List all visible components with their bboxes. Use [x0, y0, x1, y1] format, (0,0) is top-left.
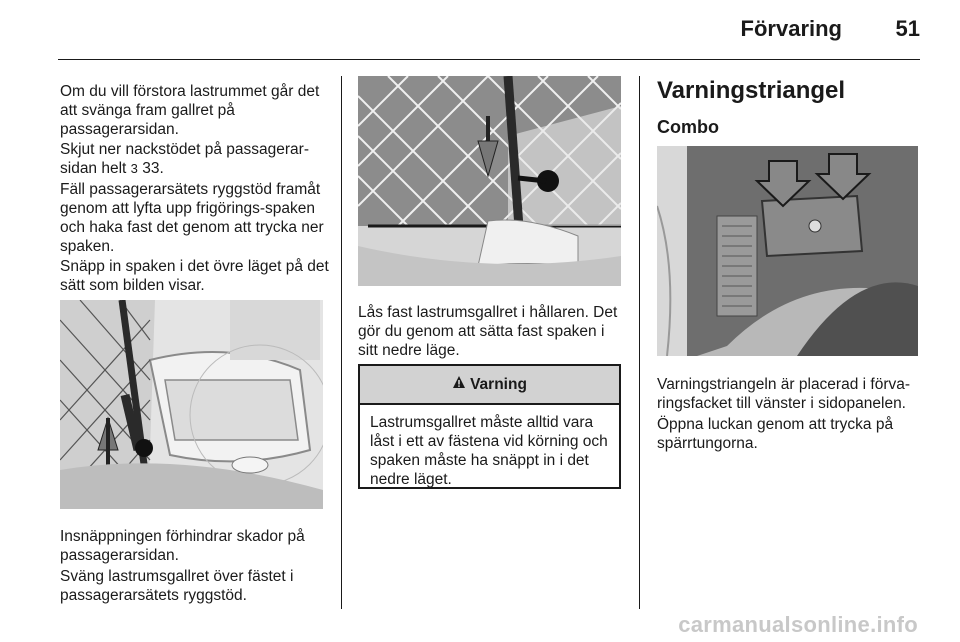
left-paragraph-3: Fäll passagerarsätets ryggstöd framåt genom att lyfta upp frigörings-spaken och haka fast det genom att trycka ner spaken. — [60, 181, 324, 255]
left-paragraph-4: Snäpp in spaken i det övre läget på det sätt som bilden visar. — [60, 258, 329, 294]
grille-holder-illustration — [358, 76, 621, 286]
warning-triangle-icon — [452, 375, 466, 394]
left-paragraph-5: Insnäppningen förhindrar skador på passagerarsidan. — [60, 528, 305, 564]
page-number: 51 — [895, 16, 920, 41]
right-paragraph-1: Varningstriangeln är placerad i förva-ringsfacket till vänster i sidopanelen. — [657, 376, 911, 412]
left-paragraph-6: Sväng lastrumsgallret över fästet i passagerarsätets ryggstöd. — [60, 568, 294, 604]
middle-paragraph-1: Lås fast lastrumsgallret i hållaren. Det gör du genom att sätta fast spaken i sitt nedre läge. — [358, 304, 618, 359]
warning-body: Lastrumsgallret måste alltid vara låst i ett av fästena vid körning och spaken måste ha snäppt in i det nedre läget. — [370, 414, 608, 488]
column-divider-right — [639, 76, 640, 609]
warning-box — [358, 364, 621, 489]
seat-lever-illustration — [60, 300, 323, 509]
watermark: carmanualsonline.info — [678, 612, 918, 637]
warning-title: Varning — [470, 375, 527, 393]
warning-header — [360, 366, 619, 405]
left-paragraph-1: Om du vill förstora lastrummet går det att svänga fram gallret på passagerarsidan. — [60, 83, 320, 138]
left-paragraph-2-text: Skjut ner nackstödet på passagerar-sidan helt — [60, 141, 309, 177]
page-reference-number: 33. — [142, 160, 164, 177]
page-reference-icon: 3 — [130, 161, 138, 176]
section-heading: Varningstriangel — [657, 77, 846, 104]
triangle-storage-illustration — [657, 146, 918, 356]
column-divider-left — [341, 76, 342, 609]
right-paragraph-2: Öppna luckan genom att trycka på spärrtungorna. — [657, 416, 894, 452]
section-title: Förvaring — [740, 16, 842, 41]
subsection-heading: Combo — [657, 117, 719, 137]
header-rule — [58, 59, 920, 60]
left-paragraph-2 — [60, 140, 332, 178]
